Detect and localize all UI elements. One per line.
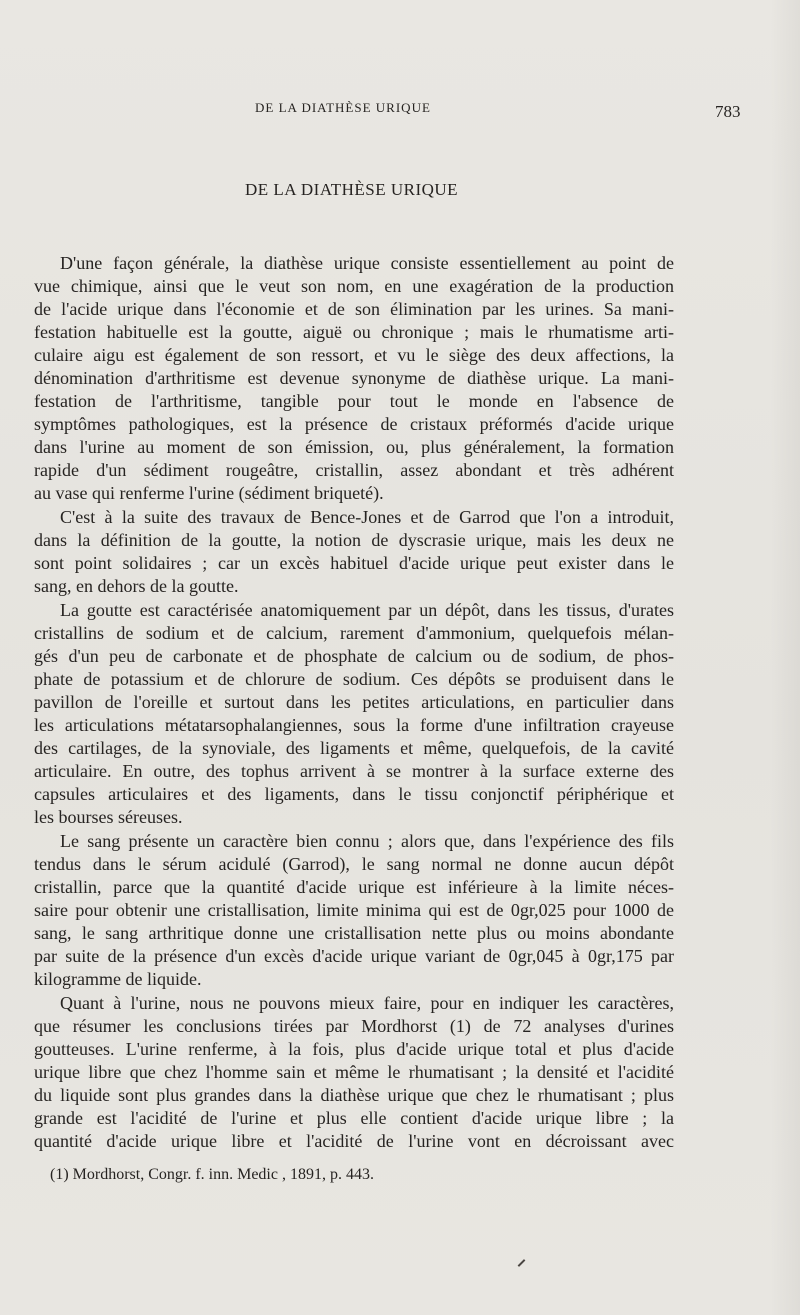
pencil-mark — [518, 1259, 526, 1267]
text-line: saire pour obtenir une cristallisation, limite minima qui est de 0gr,025 pour 1000 de — [34, 900, 674, 920]
text-line: sont point solidaires ; car un excès habituel d'acide urique peut exister dans le — [34, 553, 674, 573]
page-edge-shadow — [770, 0, 800, 1315]
text-line: urique libre que chez l'homme sain et même le rhumatisant ; la densité et l'acidité — [34, 1062, 674, 1082]
text-line: que résumer les conclusions tirées par Mordhorst (1) de 72 analyses d'urines — [34, 1016, 674, 1036]
text-line: symptômes pathologiques, est la présence de cristaux préformés d'acide urique — [34, 414, 674, 434]
text-line: tendus dans le sérum acidulé (Garrod), le sang normal ne donne aucun dépôt — [34, 854, 674, 874]
text-line: dans l'urine au moment de son émission, ou, plus généralement, la formation — [34, 437, 674, 457]
text-line: dans la définition de la goutte, la notion de dyscrasie urique, mais les deux ne — [34, 530, 674, 550]
text-line: goutteuses. L'urine renferme, à la fois, plus d'acide urique total et plus d'acide — [34, 1039, 674, 1059]
text-line: les articulations métatarsophalangiennes, sous la forme d'une infiltration crayeuse — [34, 715, 674, 735]
text-line: vue chimique, ainsi que le veut son nom, en une exagération de la production — [34, 276, 674, 296]
footnote: (1) Mordhorst, Congr. f. inn. Medic , 1891, p. 443. — [50, 1166, 374, 1183]
text-line: kilogramme de liquide. — [34, 969, 202, 989]
text-line: les bourses séreuses. — [34, 807, 183, 827]
text-line: dénomination d'arthritisme est devenue synonyme de diathèse urique. La mani- — [34, 368, 674, 388]
chapter-title: DE LA DIATHÈSE URIQUE — [245, 180, 459, 199]
text-line: phate de potassium et de chlorure de sodium. Ces dépôts se produisent dans le — [34, 669, 674, 689]
text-line: au vase qui renferme l'urine (sédiment briqueté). — [34, 483, 384, 503]
text-line: Quant à l'urine, nous ne pouvons mieux faire, pour en indiquer les caractères, — [60, 993, 674, 1013]
text-line: D'une façon générale, la diathèse urique consiste essentiellement au point de — [60, 253, 674, 273]
page-number: 783 — [715, 102, 741, 121]
text-line: sang, le sang arthritique donne une cristallisation nette plus ou moins abondante — [34, 923, 674, 943]
text-line: capsules articulaires et des ligaments, dans le tissu conjonctif périphérique et — [34, 784, 674, 804]
text-line: de l'acide urique dans l'économie et de son élimination par les urines. Sa mani- — [34, 299, 674, 319]
text-line: gés d'un peu de carbonate et de phosphate de calcium ou de sodium, de phos- — [34, 646, 674, 666]
text-line: rapide d'un sédiment rougeâtre, cristallin, assez abondant et très adhérent — [34, 460, 674, 480]
text-line: C'est à la suite des travaux de Bence-Jones et de Garrod que l'on a introduit, — [60, 507, 674, 527]
text-line: par suite de la présence d'un excès d'acide urique variant de 0gr,045 à 0gr,175 par — [34, 946, 674, 966]
text-line: articulaire. En outre, des tophus arrivent à se montrer à la surface externe des — [34, 761, 674, 781]
text-line: cristallin, parce que la quantité d'acide urique est inférieure à la limite néces- — [34, 877, 674, 897]
text-line: du liquide sont plus grandes dans la diathèse urique que chez le rhumatisant ; plus — [34, 1085, 674, 1105]
text-line: quantité d'acide urique libre et l'acidité de l'urine vont en décroissant avec — [34, 1131, 674, 1151]
text-line: cristallins de sodium et de calcium, rarement d'ammonium, quelquefois mélan- — [34, 623, 674, 643]
text-line: Le sang présente un caractère bien connu ; alors que, dans l'expérience des fils — [60, 831, 674, 851]
text-line: pavillon de l'oreille et surtout dans les petites articulations, en particulier dans — [34, 692, 674, 712]
text-line: festation de l'arthritisme, tangible pour tout le monde en l'absence de — [34, 391, 674, 411]
text-line: des cartilages, de la synoviale, des ligaments et même, quelquefois, de la cavité — [34, 738, 674, 758]
text-line: culaire aigu est également de son ressort, et vu le siège des deux affections, la — [34, 345, 674, 365]
text-line: sang, en dehors de la goutte. — [34, 576, 239, 596]
text-line: festation habituelle est la goutte, aiguë ou chronique ; mais le rhumatisme arti- — [34, 322, 674, 342]
running-head: DE LA DIATHÈSE URIQUE — [255, 100, 431, 115]
text-line: grande est l'acidité de l'urine et plus elle contient d'acide urique libre ; la — [34, 1108, 674, 1128]
text-line: La goutte est caractérisée anatomiquement par un dépôt, dans les tissus, d'urates — [60, 600, 674, 620]
